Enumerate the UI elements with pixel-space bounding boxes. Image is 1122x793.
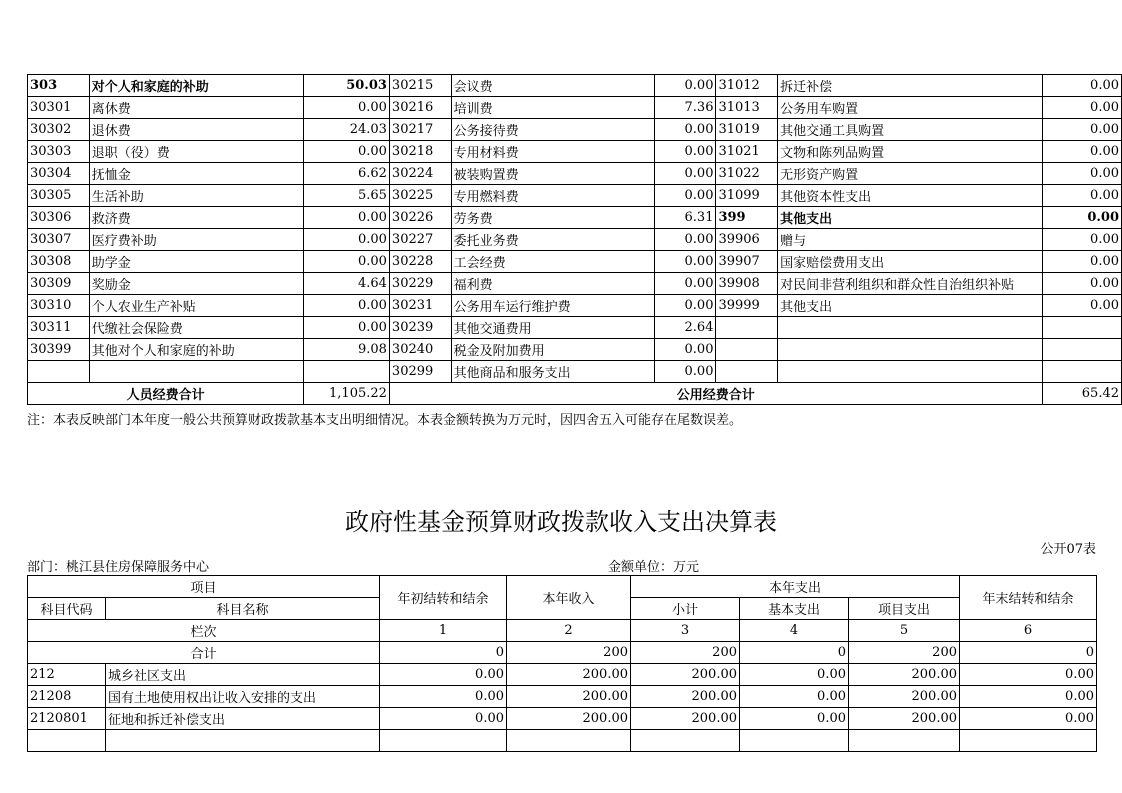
total-value: 200: [849, 642, 960, 664]
amount: [1042, 339, 1121, 361]
subject-code: 21208: [28, 686, 106, 708]
amount: 0.00: [1042, 229, 1121, 251]
subject-name: 其他交通工具购置: [778, 119, 1043, 141]
col-no-5: 5: [849, 620, 960, 642]
amount: 0.00: [655, 251, 716, 273]
subject-code: 212: [28, 664, 106, 686]
subject-name: 福利费: [451, 273, 654, 295]
subject-code: 30231: [389, 295, 451, 317]
subject-name: 工会经费: [451, 251, 654, 273]
subject-name: 劳务费: [451, 207, 654, 229]
table-row: [28, 317, 1122, 339]
subject-name: 被装购置费: [451, 163, 654, 185]
amount: 0.00: [740, 708, 849, 730]
subject-name: 生活补助: [89, 185, 304, 207]
table-row: [28, 664, 1097, 686]
subject-name: 会议费: [451, 75, 654, 97]
subject-name: 对民间非营利组织和群众性自治组织补贴: [778, 273, 1043, 295]
subject-name: 无形资产购置: [778, 163, 1043, 185]
basic-expense-table: [27, 74, 1122, 405]
table-row: [28, 141, 1122, 163]
amount: 0.00: [304, 97, 390, 119]
subject-code: 2120801: [28, 708, 106, 730]
table-row: [28, 163, 1122, 185]
amount: 0.00: [655, 361, 716, 383]
subject-code: 31099: [716, 185, 778, 207]
subject-name: 委托业务费: [451, 229, 654, 251]
amount: 0.00: [960, 664, 1097, 686]
amount: 0.00: [304, 317, 390, 339]
total-value: 200: [507, 642, 631, 664]
header-subject-code: 科目代码: [28, 598, 106, 620]
amount: 200.00: [631, 664, 740, 686]
subject-name: 税金及附加费用: [451, 339, 654, 361]
table-row: [28, 708, 1097, 730]
subject-name: 培训费: [451, 97, 654, 119]
amount: 200.00: [507, 686, 631, 708]
amount: 9.08: [304, 339, 390, 361]
amount: 4.64: [304, 273, 390, 295]
amount: 0.00: [1042, 295, 1121, 317]
subject-name: 专用材料费: [451, 141, 654, 163]
amount: 200.00: [507, 664, 631, 686]
header-item: 项目: [28, 576, 380, 598]
subject-code: [28, 361, 90, 383]
amount: 0.00: [655, 339, 716, 361]
amount: 0.00: [1042, 185, 1121, 207]
amount: 0.00: [1042, 119, 1121, 141]
subject-name: 城乡社区支出: [106, 664, 380, 686]
amount: 200.00: [507, 708, 631, 730]
amount: 0.00: [960, 686, 1097, 708]
subject-name: 其他交通费用: [451, 317, 654, 339]
subject-code: 30216: [389, 97, 451, 119]
subject-name: 公务用车运行维护费: [451, 295, 654, 317]
subject-code: [716, 339, 778, 361]
amount: 7.36: [655, 97, 716, 119]
subject-code: 31021: [716, 141, 778, 163]
subject-code: 30215: [389, 75, 451, 97]
public-total-label: 公用经费合计: [389, 383, 1042, 405]
amount: 0.00: [380, 708, 507, 730]
subject-code: 30225: [389, 185, 451, 207]
public-total-value: 65.42: [1042, 383, 1121, 405]
amount: 0.00: [304, 251, 390, 273]
amount: 0.00: [304, 229, 390, 251]
subject-name: 其他对个人和家庭的补助: [89, 339, 304, 361]
header-income: 本年收入: [507, 576, 631, 620]
col-no-2: 2: [507, 620, 631, 642]
subject-name: [89, 361, 304, 383]
subject-name: 文物和陈列品购置: [778, 141, 1043, 163]
col-no-4: 4: [740, 620, 849, 642]
amount: 50.03: [304, 75, 390, 97]
header-subtotal: 小计: [631, 598, 740, 620]
subject-name: 国家赔偿费用支出: [778, 251, 1043, 273]
subject-name: 征地和拆迁补偿支出: [106, 708, 380, 730]
subject-code: 30399: [28, 339, 90, 361]
subject-code: 30306: [28, 207, 90, 229]
table-row: [28, 339, 1122, 361]
header-basic: 基本支出: [740, 598, 849, 620]
table-row: [28, 97, 1122, 119]
header-project: 项目支出: [849, 598, 960, 620]
header-end-balance: 年末结转和结余: [960, 576, 1097, 620]
amount: [304, 361, 390, 383]
header-row-1: [28, 576, 1097, 598]
subject-code: 30302: [28, 119, 90, 141]
subject-code: 39908: [716, 273, 778, 295]
personnel-total-value: 1,105.22: [304, 383, 390, 405]
total-label: 合计: [28, 642, 380, 664]
total-row: [28, 642, 1097, 664]
subject-code: 39999: [716, 295, 778, 317]
table-code: 公开07表: [1040, 542, 1096, 557]
personnel-total-label: 人员经费合计: [28, 383, 304, 405]
amount: [1042, 317, 1121, 339]
subject-name: 离休费: [89, 97, 304, 119]
table-row: [28, 686, 1097, 708]
table-row: [28, 273, 1122, 295]
column-number-row: [28, 620, 1097, 642]
table-row: [28, 229, 1122, 251]
subject-code: 30307: [28, 229, 90, 251]
subject-name: 抚恤金: [89, 163, 304, 185]
subject-name: 对个人和家庭的补助: [89, 75, 304, 97]
subject-code: [716, 361, 778, 383]
totals-row: [28, 383, 1122, 405]
header-begin-balance: 年初结转和结余: [380, 576, 507, 620]
subject-code: 39906: [716, 229, 778, 251]
amount: 0.00: [1042, 207, 1121, 229]
subject-name: [778, 339, 1043, 361]
subject-name: 其他商品和服务支出: [451, 361, 654, 383]
amount: 0.00: [655, 75, 716, 97]
amount: [1042, 361, 1121, 383]
amount: 0.00: [655, 163, 716, 185]
header-subject-name: 科目名称: [106, 598, 380, 620]
subject-name: 公务接待费: [451, 119, 654, 141]
amount: 200.00: [631, 686, 740, 708]
subject-code: 30309: [28, 273, 90, 295]
subject-name: 公务用车购置: [778, 97, 1043, 119]
amount: 0.00: [380, 686, 507, 708]
subject-name: [778, 317, 1043, 339]
amount: 0.00: [1042, 163, 1121, 185]
subject-code: [716, 317, 778, 339]
total-value: 200: [631, 642, 740, 664]
table-row: [28, 119, 1122, 141]
subject-code: 30303: [28, 141, 90, 163]
subject-name: 奖励金: [89, 273, 304, 295]
government-fund-table: [27, 575, 1097, 752]
department-label: 部门：桃江县住房保障服务中心: [27, 560, 210, 575]
subject-code: 399: [716, 207, 778, 229]
amount: 0.00: [304, 295, 390, 317]
total-value: 0: [960, 642, 1097, 664]
total-value: 0: [740, 642, 849, 664]
subject-code: 30227: [389, 229, 451, 251]
amount: 0.00: [304, 141, 390, 163]
subject-code: 30217: [389, 119, 451, 141]
subject-name: 其他支出: [778, 295, 1043, 317]
table-row: [28, 185, 1122, 207]
amount-unit-label: 金额单位：万元: [608, 560, 700, 575]
column-number-label: 栏次: [28, 620, 380, 642]
table-row: [28, 361, 1122, 383]
table-row: [28, 207, 1122, 229]
amount: 0.00: [1042, 251, 1121, 273]
subject-code: 31013: [716, 97, 778, 119]
amount: 0.00: [1042, 273, 1121, 295]
subject-name: 退职（役）费: [89, 141, 304, 163]
subject-code: 30239: [389, 317, 451, 339]
subject-code: 30226: [389, 207, 451, 229]
subject-code: 30299: [389, 361, 451, 383]
amount: 0.00: [1042, 97, 1121, 119]
subject-name: 其他资本性支出: [778, 185, 1043, 207]
subject-name: 拆迁补偿: [778, 75, 1043, 97]
table-row: [28, 251, 1122, 273]
amount: 6.31: [655, 207, 716, 229]
subject-code: 30305: [28, 185, 90, 207]
page-title: 政府性基金预算财政拨款收入支出决算表: [345, 508, 777, 536]
col-no-1: 1: [380, 620, 507, 642]
table-note: 注：本表反映部门本年度一般公共预算财政拨款基本支出明细情况。本表金额转换为万元时，因四舍五入可能存在尾数误差。: [27, 413, 743, 428]
amount: 0.00: [740, 664, 849, 686]
header-expense: 本年支出: [631, 576, 960, 598]
subject-name: 退休费: [89, 119, 304, 141]
subject-code: 39907: [716, 251, 778, 273]
subject-code: 30301: [28, 97, 90, 119]
amount: 200.00: [849, 708, 960, 730]
col-no-6: 6: [960, 620, 1097, 642]
amount: 0.00: [380, 664, 507, 686]
amount: 200.00: [849, 686, 960, 708]
subject-code: 31019: [716, 119, 778, 141]
subject-name: 助学金: [89, 251, 304, 273]
empty-row: [28, 730, 1097, 752]
subject-code: 30311: [28, 317, 90, 339]
subject-name: 赠与: [778, 229, 1043, 251]
subject-code: 31022: [716, 163, 778, 185]
subject-code: 31012: [716, 75, 778, 97]
subject-name: 专用燃料费: [451, 185, 654, 207]
table-row: [28, 75, 1122, 97]
amount: 0.00: [1042, 141, 1121, 163]
subject-name: 其他支出: [778, 207, 1043, 229]
subject-code: 30240: [389, 339, 451, 361]
amount: 0.00: [304, 207, 390, 229]
subject-code: 30308: [28, 251, 90, 273]
subject-name: 医疗费补助: [89, 229, 304, 251]
subject-code: 30310: [28, 295, 90, 317]
subject-code: 303: [28, 75, 90, 97]
table-row: [28, 295, 1122, 317]
amount: 0.00: [740, 686, 849, 708]
subject-name: 个人农业生产补贴: [89, 295, 304, 317]
amount: 0.00: [960, 708, 1097, 730]
amount: 6.62: [304, 163, 390, 185]
subject-code: 30228: [389, 251, 451, 273]
amount: 2.64: [655, 317, 716, 339]
subject-name: 代缴社会保险费: [89, 317, 304, 339]
amount: 0.00: [655, 295, 716, 317]
col-no-3: 3: [631, 620, 740, 642]
subject-code: 30218: [389, 141, 451, 163]
amount: 0.00: [655, 119, 716, 141]
subject-code: 30229: [389, 273, 451, 295]
amount: 0.00: [655, 273, 716, 295]
subject-name: 救济费: [89, 207, 304, 229]
amount: 0.00: [655, 229, 716, 251]
amount: 0.00: [1042, 75, 1121, 97]
subject-code: 30224: [389, 163, 451, 185]
amount: 0.00: [655, 141, 716, 163]
subject-name: 国有土地使用权出让收入安排的支出: [106, 686, 380, 708]
amount: 0.00: [655, 185, 716, 207]
total-value: 0: [380, 642, 507, 664]
subject-name: [778, 361, 1043, 383]
amount: 200.00: [631, 708, 740, 730]
amount: 200.00: [849, 664, 960, 686]
amount: 24.03: [304, 119, 390, 141]
subject-code: 30304: [28, 163, 90, 185]
amount: 5.65: [304, 185, 390, 207]
